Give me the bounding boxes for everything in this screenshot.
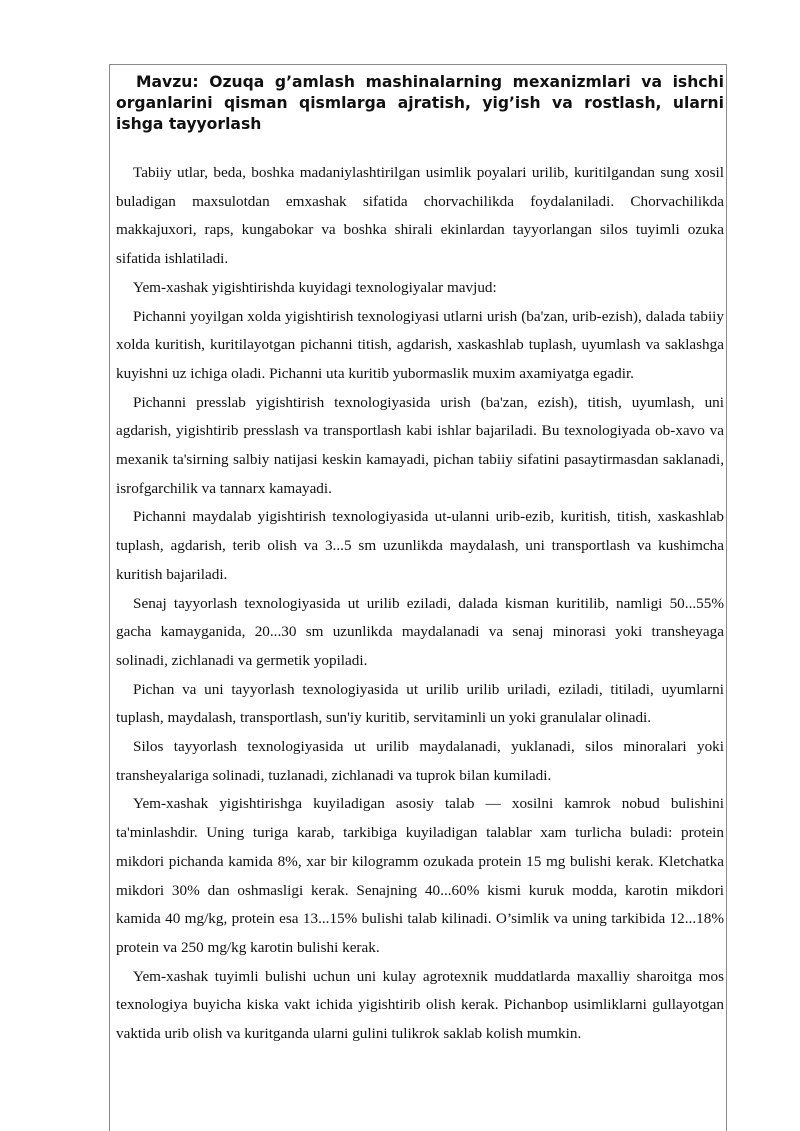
- paragraph: Pichanni yoyilgan xolda yigishtirish texnologiyasi utlarni urish (ba'zan, urib-ezish), dalada tabiiy xolda kuritish, kuritilayotgan pichanni titish, agdarish, xaskashlab tuplash, uyumlash va saklashga kuyishni uz ichiga oladi. Pichanni uta kuritib yubormaslik muxim axamiyatga egadir.: [116, 307, 724, 382]
- paragraph: Pichanni maydalab yigishtirish texnologiyasida ut-ulanni urib-ezib, kuritish, titish, xaskashlab tuplash, agdarish, terib olish va 3...5 sm uzunlikda maydalash, uni transportlash va kushimcha kuritish bajariladi.: [116, 508, 724, 583]
- document-body: [116, 159, 724, 1049]
- paragraph: Tabiiy utlar, beda, boshka madaniylashtirilgan usimlik poyalari urilib, kuritilgandan sung xosil buladigan maxsulotdan emxashak sifatida chorvachilikda foydalaniladi. Chorvachilikda makkajuxori, raps, kungabokar va boshka shirali ekinlardan tayyorlangan silos tuyimli ozuka sifatida ishlatiladi.: [116, 164, 724, 268]
- paragraph: Pichanni presslab yigishtirish texnologiyasida urish (ba'zan, ezish), titish, uyumlash, uni agdarish, yigishtirib presslash va transportlash kabi ishlar bajariladi. Bu texnologiyada ob-xavo va mexanik ta'sirning salbiy natijasi keskin kamayadi, pichan tabiiy sifatini pasaytirmasdan saklanadi, isrofgarchilik va tannarx kamayadi.: [116, 393, 724, 497]
- paragraph: Pichan va uni tayyorlash texnologiyasida ut urilib urilib uriladi, eziladi, titiladi, uyumlarni tuplash, maydalash, transportlash, sun'iy kuritib, servitaminli un yoki granulalar olinadi.: [116, 680, 724, 727]
- paragraph: Senaj tayyorlash texnologiyasida ut urilib eziladi, dalada kisman kuritilib, namligi 50...55% gacha kamayganida, 20...30 sm uzunlikda maydalanadi va senaj minorasi yoki transheyaga solinadi, zichlanadi va germetik yopiladi.: [116, 594, 724, 669]
- document-title: Mavzu: Ozuqa g’amlash mashinalarning mexanizmlari va ishchi organlarini qisman qismlarga ajratish, yig’ish va rostlash, ularni ishga tayyorlash: [116, 73, 724, 133]
- paragraph: Yem-xashak yigishtirishda kuyidagi texnologiyalar mavjud:: [133, 278, 497, 296]
- paragraph: Yem-xashak tuyimli bulishi uchun uni kulay agrotexnik muddatlarda maxalliy sharoitga mos texnologiya buyicha kiska vakt ichida yigishtirib olish kerak. Pichanbop usimliklarni gullayotgan vaktida urib olish va kuritganda ularni gulini tulikrok saklab kolish mumkin.: [116, 967, 724, 1043]
- paragraph: Yem-xashak yigishtirishga kuyiladigan asosiy talab — xosilni kamrok nobud bulishini ta'minlashdir. Uning turiga karab, tarkibiga kuyiladigan talablar xam turlicha buladi: protein mikdori pichanda kamida 8%, xar bir kilogramm ozukada protein 15 mg bulishi kerak. Kletchatka mikdori 30% dan oshmasligi kerak. Senajning 40...60% kismi kuruk modda, karotin mikdori kamida 40 mg/kg, protein esa 13...15% bulishi talab kilinadi. O’simlik va uning tarkibida 12...18% protein va 250 mg/kg karotin bulishi kerak.: [116, 795, 724, 956]
- paragraph: Silos tayyorlash texnologiyasida ut urilib maydalanadi, yuklanadi, silos minoralari yoki transheyalariga solinadi, tuzlanadi, zichlanadi va tuprok bilan kumiladi.: [116, 738, 724, 784]
